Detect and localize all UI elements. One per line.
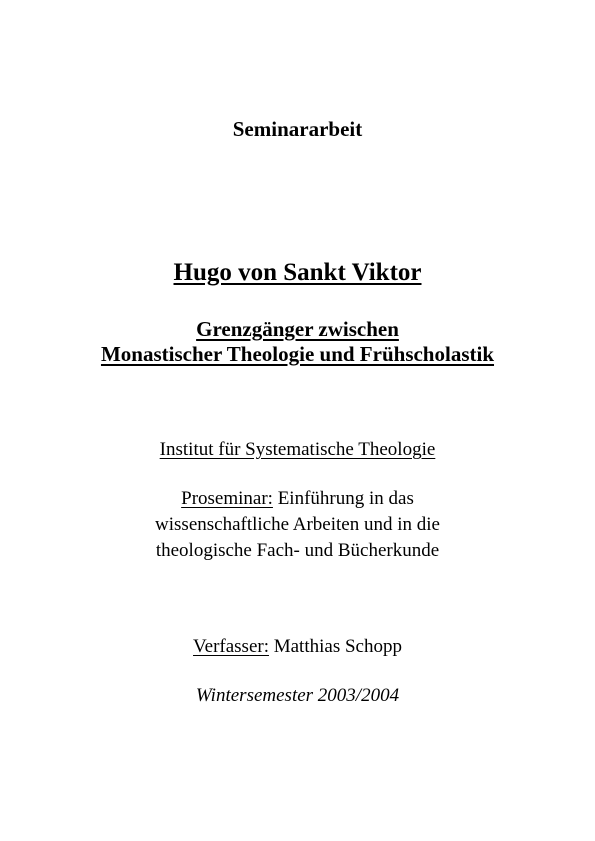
- semester-line: Wintersemester 2003/2004: [195, 685, 400, 706]
- seminar-title-part-1: Einführung in das: [272, 488, 414, 509]
- author-label: Verfasser:: [193, 636, 269, 657]
- document-type-heading: Seminararbeit: [232, 117, 363, 141]
- seminar-label: Proseminar:: [181, 488, 273, 509]
- institute-name: Institut für Systematische Theologie: [159, 439, 436, 460]
- subtitle-line-1: Grenzgänger zwischen: [196, 317, 399, 341]
- author-name: Matthias Schopp: [268, 636, 402, 657]
- seminar-title-part-3: theologische Fach- und Bücherkunde: [155, 540, 440, 561]
- author-line: [0, 636, 595, 658]
- seminar-title-part-2: wissenschaftliche Arbeiten und in die: [155, 514, 440, 535]
- subtitle-line-2: Monastischer Theologie und Frühscholastik: [100, 342, 495, 366]
- seminar-line-1: [0, 486, 595, 512]
- page-title: Hugo von Sankt Viktor: [173, 259, 422, 286]
- seminar-block: [0, 486, 595, 564]
